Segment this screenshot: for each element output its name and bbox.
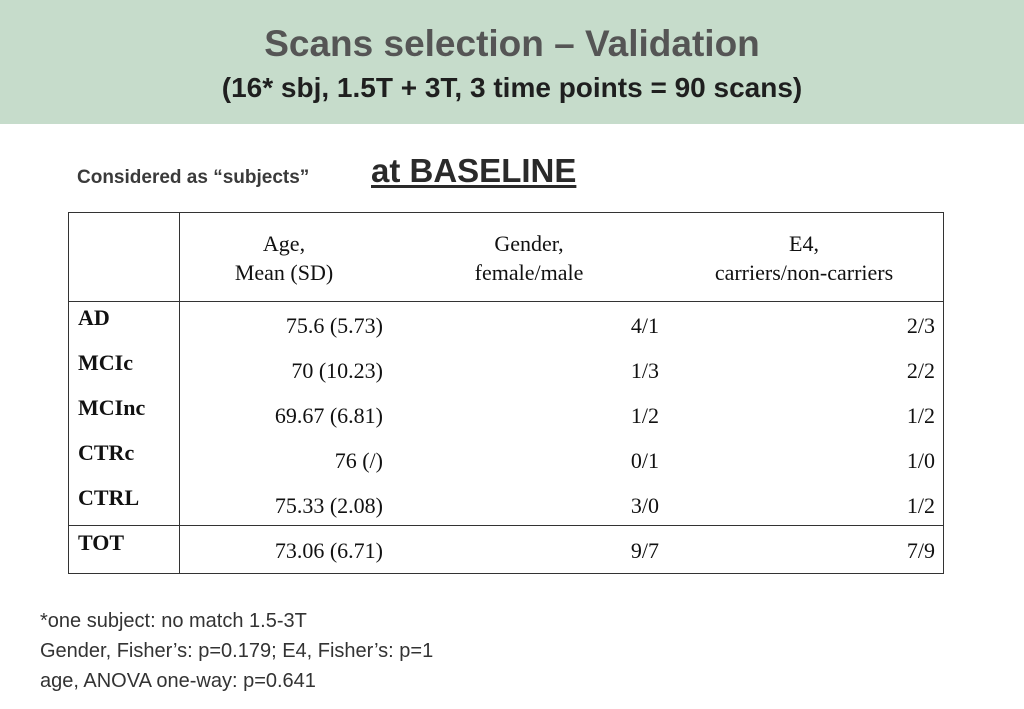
row-label: AD bbox=[78, 305, 110, 330]
row-e4: 1/2 bbox=[906, 403, 935, 428]
row-e4: 1/2 bbox=[906, 493, 935, 518]
row-label: CTRc bbox=[78, 440, 135, 465]
intro-text: Considered as “subjects” bbox=[77, 167, 310, 188]
footnote-line: *one subject: no match 1.5-3T bbox=[40, 610, 307, 632]
table-row bbox=[69, 481, 943, 526]
row-label: MCInc bbox=[78, 395, 146, 420]
row-age: 70 (10.23) bbox=[291, 358, 383, 383]
header-e4 bbox=[669, 229, 939, 287]
header-age-line2: Mean (SD) bbox=[234, 260, 334, 285]
row-e4: 2/2 bbox=[906, 358, 935, 383]
row-age: 75.6 (5.73) bbox=[285, 313, 383, 338]
header-gender bbox=[439, 229, 619, 287]
footnote-line: Gender, Fisher’s: p=0.179; E4, Fisher’s: p=1 bbox=[40, 640, 434, 662]
table-row bbox=[69, 346, 943, 391]
title-banner bbox=[0, 0, 1024, 124]
header-age bbox=[199, 229, 369, 287]
header-gender-line1: Gender, bbox=[494, 231, 564, 256]
table-header bbox=[69, 213, 943, 302]
row-gender: 9/7 bbox=[630, 538, 659, 563]
row-e4: 2/3 bbox=[906, 313, 935, 338]
header-age-line1: Age, bbox=[262, 231, 306, 256]
demographics-table bbox=[68, 212, 944, 574]
header-e4-line1: E4, bbox=[789, 231, 819, 256]
row-age: 73.06 (6.71) bbox=[274, 538, 383, 563]
slide-subtitle: (16* sbj, 1.5T + 3T, 3 time points = 90 scans) bbox=[221, 72, 803, 103]
row-e4: 1/0 bbox=[906, 448, 935, 473]
row-gender: 0/1 bbox=[630, 448, 659, 473]
slide-title: Scans selection – Validation bbox=[264, 23, 760, 64]
row-gender: 1/2 bbox=[630, 403, 659, 428]
row-e4: 7/9 bbox=[906, 538, 935, 563]
row-label: CTRL bbox=[78, 485, 140, 510]
table-row bbox=[69, 436, 943, 481]
row-age: 75.33 (2.08) bbox=[274, 493, 383, 518]
baseline-heading: at BASELINE bbox=[371, 152, 577, 189]
table-row-total bbox=[69, 526, 943, 571]
footnote-line: age, ANOVA one-way: p=0.641 bbox=[40, 670, 316, 692]
row-gender: 1/3 bbox=[630, 358, 659, 383]
table-row bbox=[69, 301, 943, 346]
row-label: MCIc bbox=[78, 350, 133, 375]
header-gender-line2: female/male bbox=[474, 260, 584, 285]
row-gender: 4/1 bbox=[630, 313, 659, 338]
row-label: TOT bbox=[78, 530, 125, 555]
row-age: 76 (/) bbox=[334, 448, 383, 473]
header-e4-line2: carriers/non-carriers bbox=[714, 260, 894, 285]
row-gender: 3/0 bbox=[630, 493, 659, 518]
row-age: 69.67 (6.81) bbox=[274, 403, 383, 428]
table-row bbox=[69, 391, 943, 436]
footnotes bbox=[40, 606, 433, 696]
